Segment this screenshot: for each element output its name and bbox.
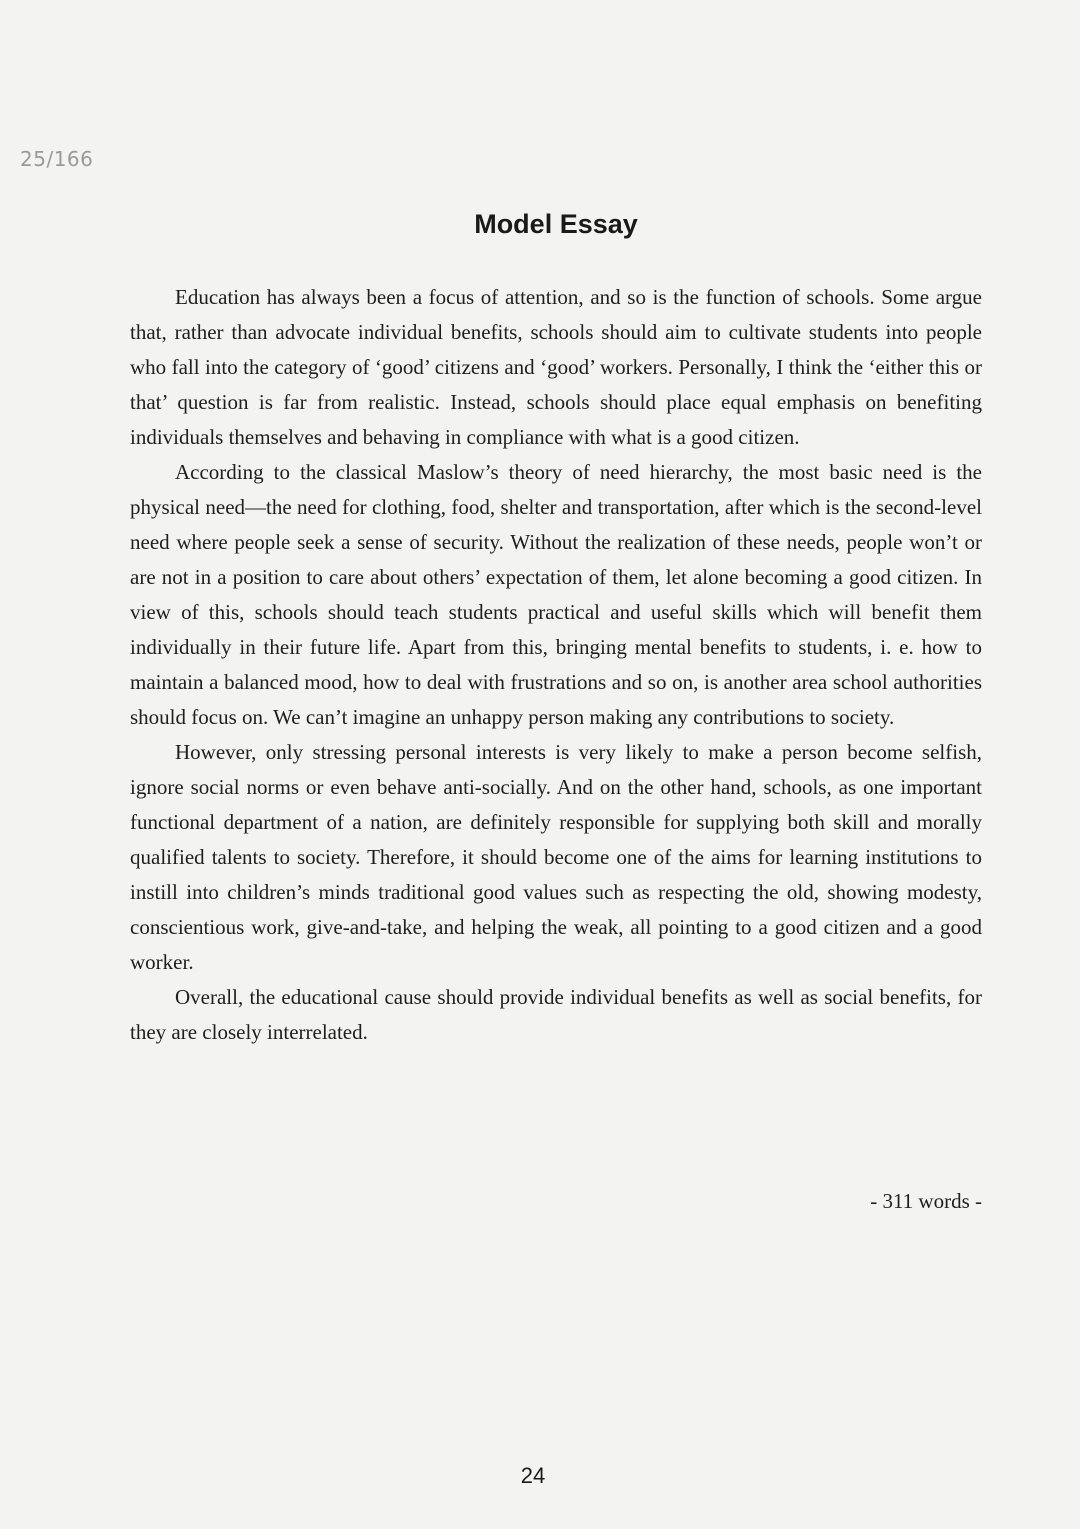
essay-title: Model Essay — [474, 209, 638, 239]
essay-paragraph-1: Education has always been a focus of attention, and so is the function of schools. Some argue that, rather than advocate individual benefits, schools should aim to cultivate students into people who fall into the category of ‘good’ citizens and ‘good’ workers. Personally, I think the ‘either this or that’ question is far from realistic. Instead, schools should place equal emphasis on benefiting individuals themselves and behaving in compliance with what is a good citizen. — [130, 285, 982, 449]
word-count: - 311 words - — [870, 1189, 982, 1213]
essay-paragraph-4: Overall, the educational cause should provide individual benefits as well as social benefits, for they are closely interrelated. — [130, 985, 982, 1044]
essay-paragraph-2: According to the classical Maslow’s theory of need hierarchy, the most basic need is the physical need—the need for clothing, food, shelter and transportation, after which is the second-level need where people seek a sense of security. Without the realization of these needs, people won’t or are not in a position to care about others’ expectation of them, let alone becoming a good citizen. In view of this, schools should teach students practical and useful skills which will benefit them individually in their future life. Apart from this, bringing mental benefits to students, i. e. how to maintain a balanced mood, how to deal with frustrations and so on, is another area school authorities should focus on. We can’t imagine an unhappy person making any contributions to society. — [130, 460, 982, 729]
essay-paragraph-3: However, only stressing personal interests is very likely to make a person become selfish, ignore social norms or even behave anti-socially. And on the other hand, schools, as one important functional department of a nation, are definitely responsible for supplying both skill and morally qualified talents to society. Therefore, it should become one of the aims for learning institutions to instill into children’s minds traditional good values such as respecting the old, showing modesty, conscientious work, give-and-take, and helping the weak, all pointing to a good citizen and a good worker. — [130, 740, 982, 974]
page-counter: 25/166 — [20, 147, 94, 171]
page-number: 24 — [520, 1463, 546, 1488]
essay-body — [130, 280, 982, 1050]
